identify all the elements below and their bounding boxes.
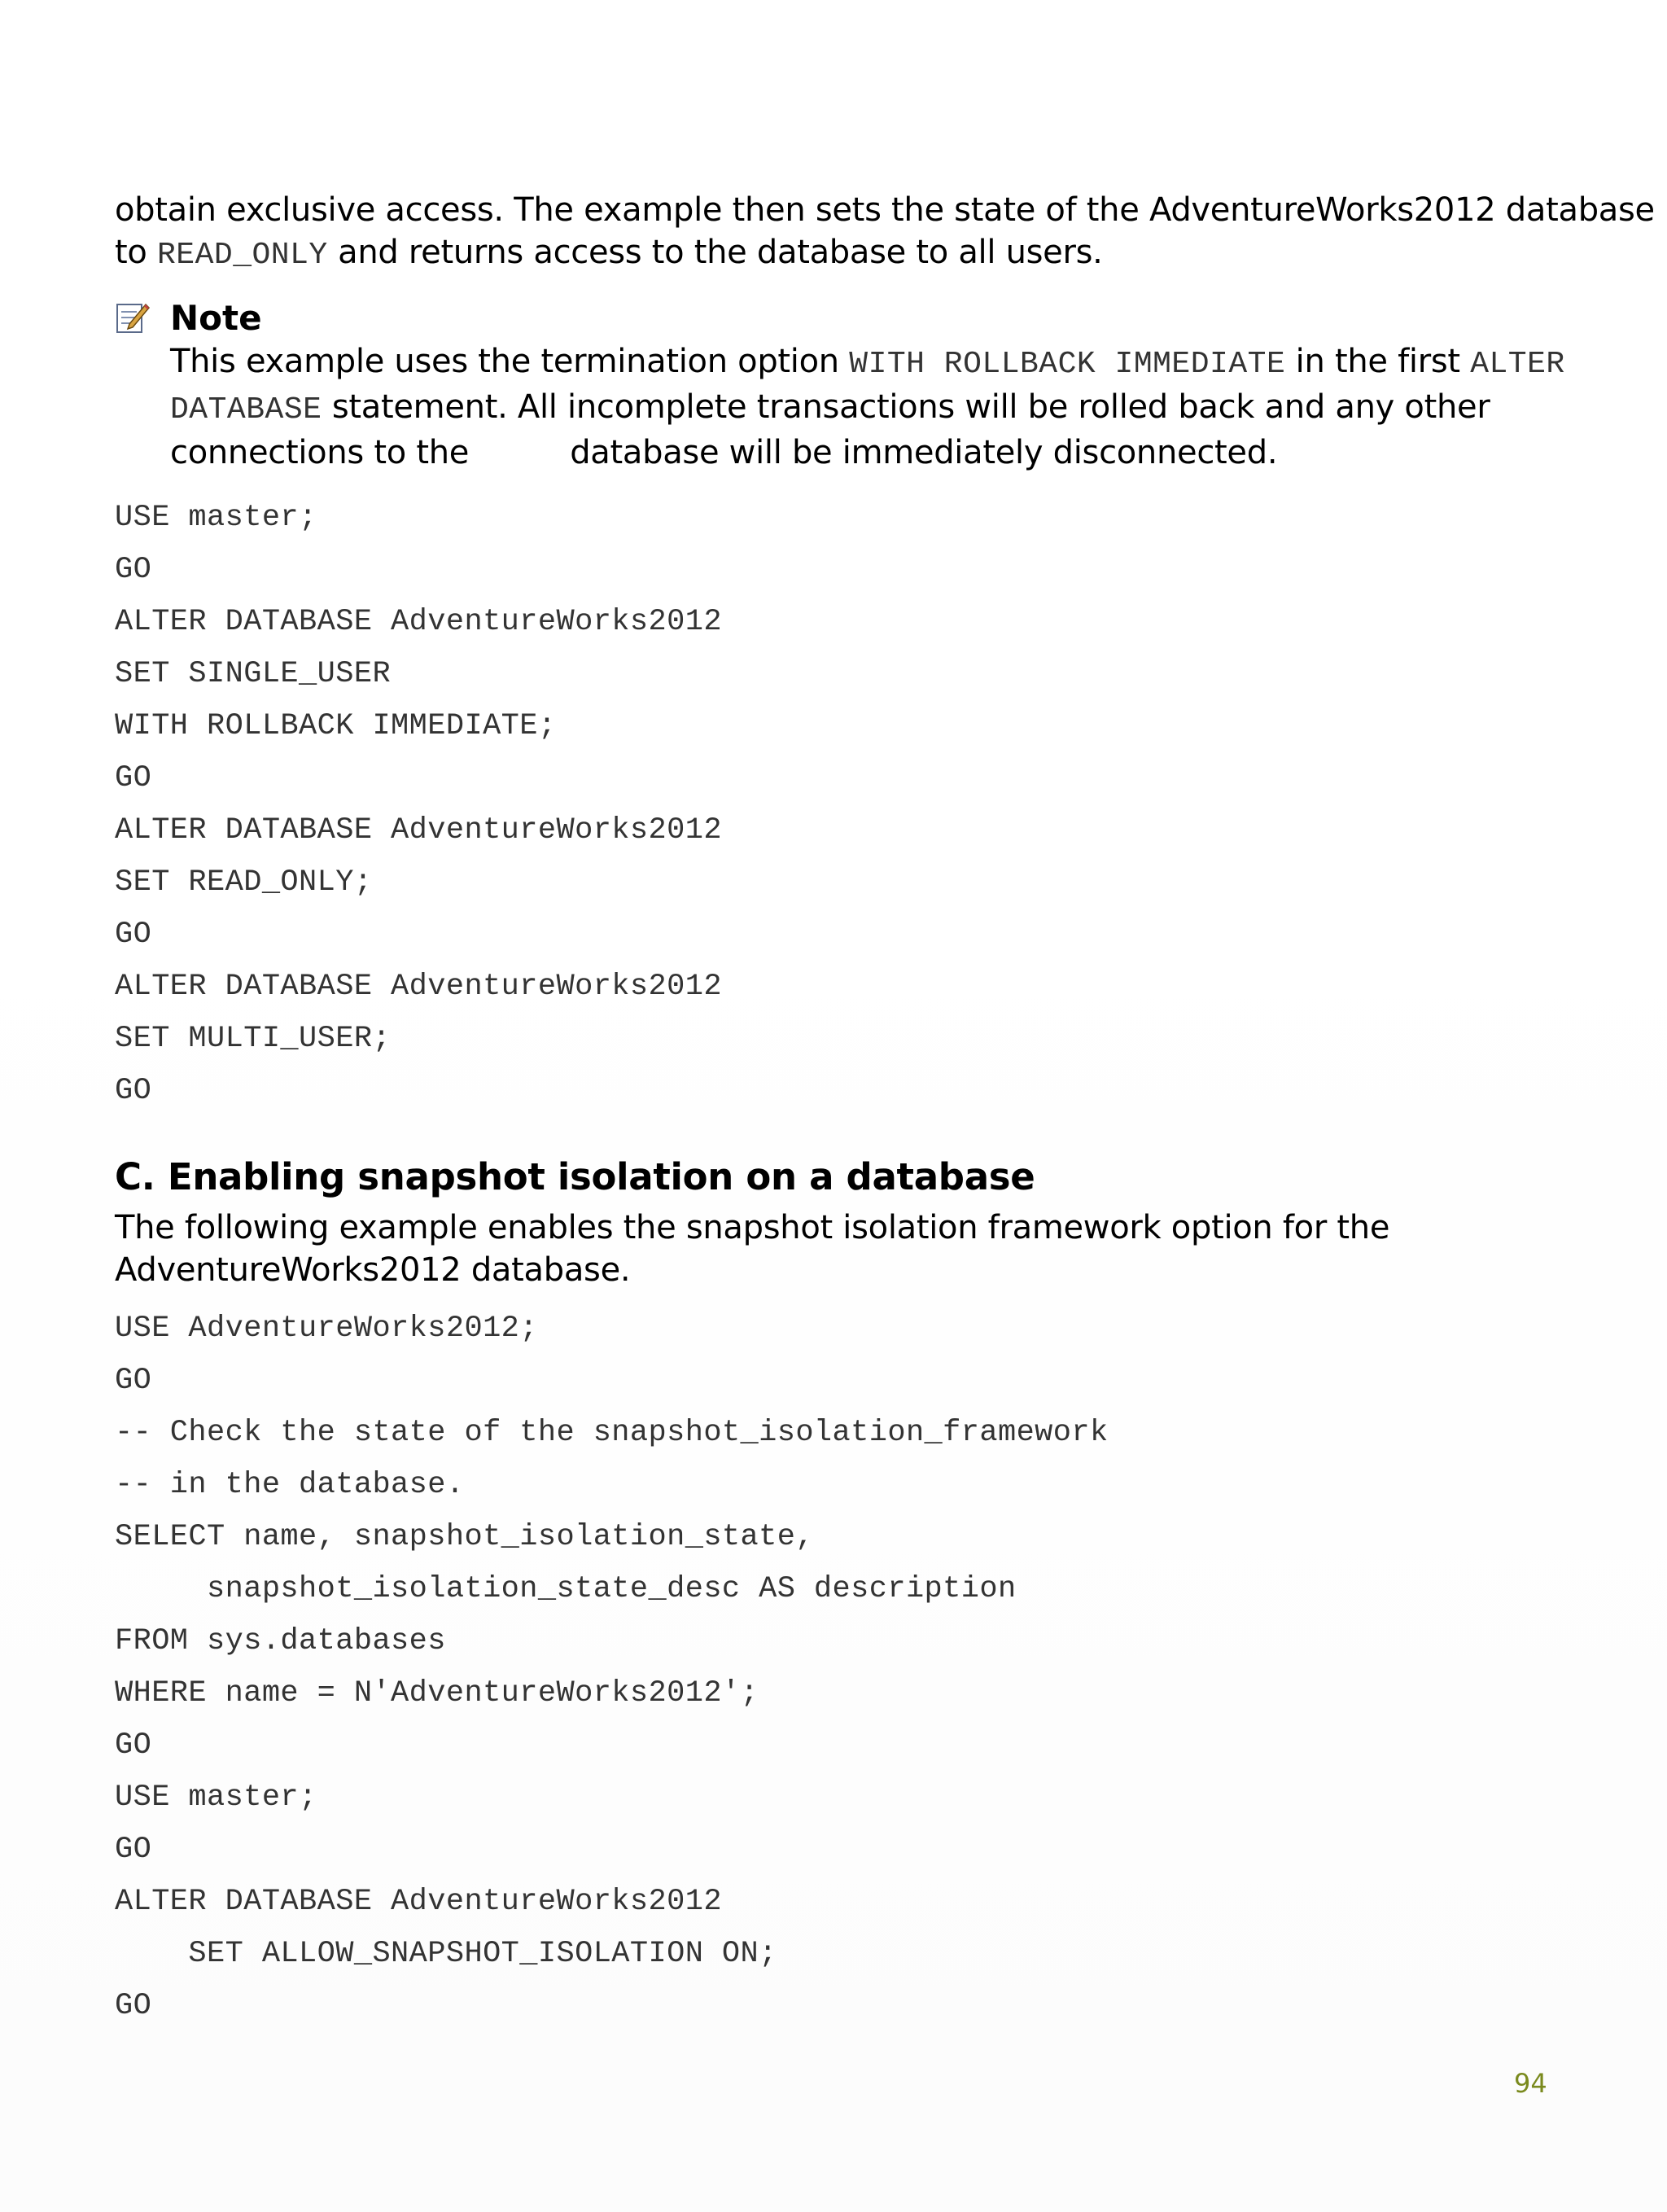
code-line: SELECT name, snapshot_isolation_state,	[115, 1520, 814, 1554]
inline-code-database: DATABASE	[170, 392, 322, 427]
note-line-2-post: statement. All incomplete transactions will be rolled back and any other	[322, 388, 1490, 426]
note-callout	[115, 296, 1565, 474]
code-line: ALTER DATABASE AdventureWorks2012	[115, 605, 722, 639]
note-line-1-mid: in the first	[1285, 343, 1471, 380]
code-line: SET READ_ONLY;	[115, 865, 373, 900]
code-line: GO	[115, 1833, 152, 1867]
code-line: GO	[115, 1989, 152, 2023]
code-line: GO	[115, 553, 152, 587]
page-number: 94	[1514, 2068, 1547, 2099]
code-line: GO	[115, 1074, 152, 1108]
code-line: SET SINGLE_USER	[115, 657, 392, 691]
code-line: GO	[115, 1728, 152, 1763]
note-line-3: connections to the database will be immediately disconnected.	[170, 434, 1278, 471]
note-pencil-icon	[115, 300, 151, 335]
note-line-2	[170, 386, 1547, 431]
code-line: ALTER DATABASE AdventureWorks2012	[115, 970, 722, 1004]
section-c-para-line-1: The following example enables the snapshot isolation framework option for the	[115, 1209, 1390, 1246]
intro-line-1: obtain exclusive access. The example then sets the state of the AdventureWorks2012 database	[115, 191, 1655, 229]
code-line: SET ALLOW_SNAPSHOT_ISOLATION ON;	[115, 1937, 777, 1971]
intro-line-2	[115, 231, 1547, 277]
code-line: FROM sys.databases	[115, 1624, 446, 1658]
code-line: GO	[115, 1364, 152, 1398]
code-line: -- Check the state of the snapshot_isolation_framework	[115, 1416, 1109, 1450]
code-line: -- in the database.	[115, 1468, 465, 1502]
code-line: snapshot_isolation_state_desc AS description	[115, 1572, 1017, 1606]
note-line-1-pre: This example uses the termination option	[170, 343, 850, 380]
note-title: Note	[170, 298, 262, 338]
code-line: USE master;	[115, 501, 317, 535]
code-line: WHERE name = N'AdventureWorks2012';	[115, 1676, 759, 1710]
intro-line-2-post: and returns access to the database to all users.	[327, 234, 1103, 271]
note-body	[170, 340, 1565, 474]
inline-code-with-rollback: WITH ROLLBACK IMMEDIATE	[849, 347, 1286, 382]
inline-code-read-only: READ_ONLY	[156, 238, 328, 273]
code-line: WITH ROLLBACK IMMEDIATE;	[115, 709, 557, 743]
section-heading-c: C. Enabling snapshot isolation on a database	[115, 1155, 1035, 1198]
code-block-2	[115, 1303, 1547, 2032]
code-line: SET MULTI_USER;	[115, 1022, 392, 1056]
code-line: USE AdventureWorks2012;	[115, 1312, 538, 1346]
inline-code-alter: ALTER	[1470, 347, 1565, 382]
code-line: ALTER DATABASE AdventureWorks2012	[115, 1885, 722, 1919]
code-line: GO	[115, 918, 152, 952]
code-line: GO	[115, 761, 152, 795]
code-block-1	[115, 492, 1547, 1117]
code-line: USE master;	[115, 1781, 317, 1815]
section-c-para-line-2: AdventureWorks2012 database.	[115, 1251, 631, 1289]
document-content	[115, 189, 1655, 2032]
note-line-1	[170, 340, 1565, 386]
intro-line-2-pre: to	[115, 234, 157, 271]
code-line: ALTER DATABASE AdventureWorks2012	[115, 813, 722, 848]
